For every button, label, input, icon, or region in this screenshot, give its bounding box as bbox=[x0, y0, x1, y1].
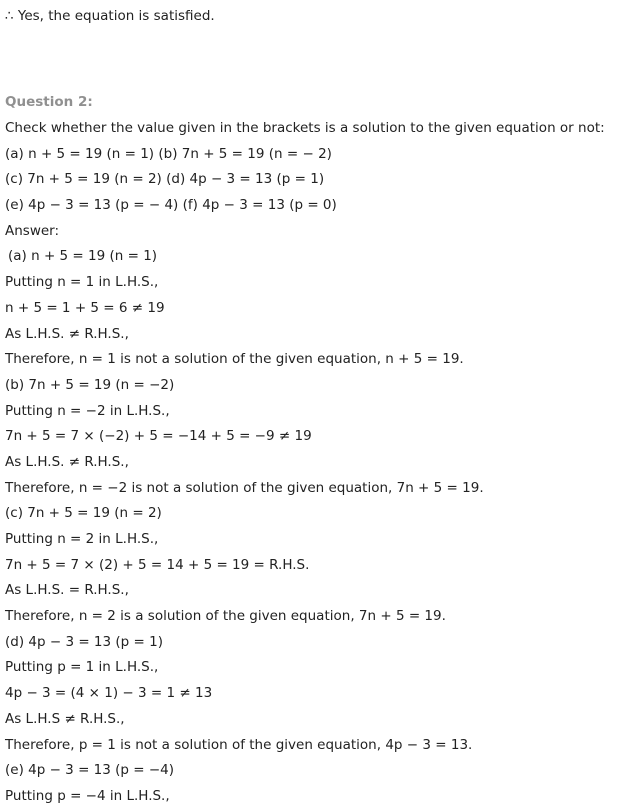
part-a-step: n + 5 = 1 + 5 = 6 ≠ 19 bbox=[5, 299, 165, 316]
part-a-conclusion: Therefore, n = 1 is not a solution of the given equation, n + 5 = 19. bbox=[5, 351, 464, 368]
part-b-step: Putting n = −2 in L.H.S., bbox=[5, 402, 170, 419]
part-d-step: 4p − 3 = (4 × 1) − 3 = 1 ≠ 13 bbox=[5, 685, 213, 702]
part-c-step: As L.H.S. = R.H.S., bbox=[5, 582, 129, 599]
part-d-step: As L.H.S ≠ R.H.S., bbox=[5, 710, 125, 727]
part-c-step: Putting n = 2 in L.H.S., bbox=[5, 531, 159, 547]
question-text: Check whether the value given in the brackets is a solution to the given equation or not: bbox=[5, 120, 605, 136]
part-e-heading: (e) 4p − 3 = 13 (p = −4) bbox=[5, 762, 175, 779]
part-b-step: As L.H.S. ≠ R.H.S., bbox=[5, 453, 129, 470]
part-c-step: 7n + 5 = 7 × (2) + 5 = 14 + 5 = 19 = R.H.S. bbox=[5, 556, 310, 573]
part-a-step: Putting n = 1 in L.H.S., bbox=[5, 274, 159, 291]
part-b-step: 7n + 5 = 7 × (−2) + 5 = −14 + 5 = −9 ≠ 19 bbox=[5, 428, 312, 445]
part-d-step: Putting p = 1 in L.H.S., bbox=[5, 659, 159, 676]
part-b-conclusion: Therefore, n = −2 is not a solution of the given equation, 7n + 5 = 19. bbox=[5, 479, 484, 496]
part-b-heading: (b) 7n + 5 = 19 (n = −2) bbox=[5, 376, 175, 393]
part-d-heading: (d) 4p − 3 = 13 (p = 1) bbox=[5, 633, 163, 650]
question-options-ef: (e) 4p − 3 = 13 (p = − 4) (f) 4p − 3 = 13 (p = 0) bbox=[5, 197, 337, 214]
part-a-heading: (a) n + 5 = 19 (n = 1) bbox=[8, 248, 158, 265]
question-options-cd: (c) 7n + 5 = 19 (n = 2) (d) 4p − 3 = 13 (p = 1) bbox=[5, 171, 325, 188]
answer-content bbox=[5, 117, 639, 811]
part-d-conclusion: Therefore, p = 1 is not a solution of the given equation, 4p − 3 = 13. bbox=[5, 736, 473, 753]
answer-label: Answer: bbox=[5, 222, 60, 239]
part-c-heading: (c) 7n + 5 = 19 (n = 2) bbox=[5, 505, 162, 522]
part-e-step: Putting p = −4 in L.H.S., bbox=[5, 787, 170, 804]
part-a-step: As L.H.S. ≠ R.H.S., bbox=[5, 325, 129, 342]
question-heading: Question 2: bbox=[5, 94, 93, 110]
question-options-ab: (a) n + 5 = 19 (n = 1) (b) 7n + 5 = 19 (n = − 2) bbox=[5, 145, 332, 162]
part-c-conclusion: Therefore, n = 2 is a solution of the given equation, 7n + 5 = 19. bbox=[5, 608, 446, 625]
intro-line: ∴ Yes, the equation is satisfied. bbox=[5, 8, 215, 24]
